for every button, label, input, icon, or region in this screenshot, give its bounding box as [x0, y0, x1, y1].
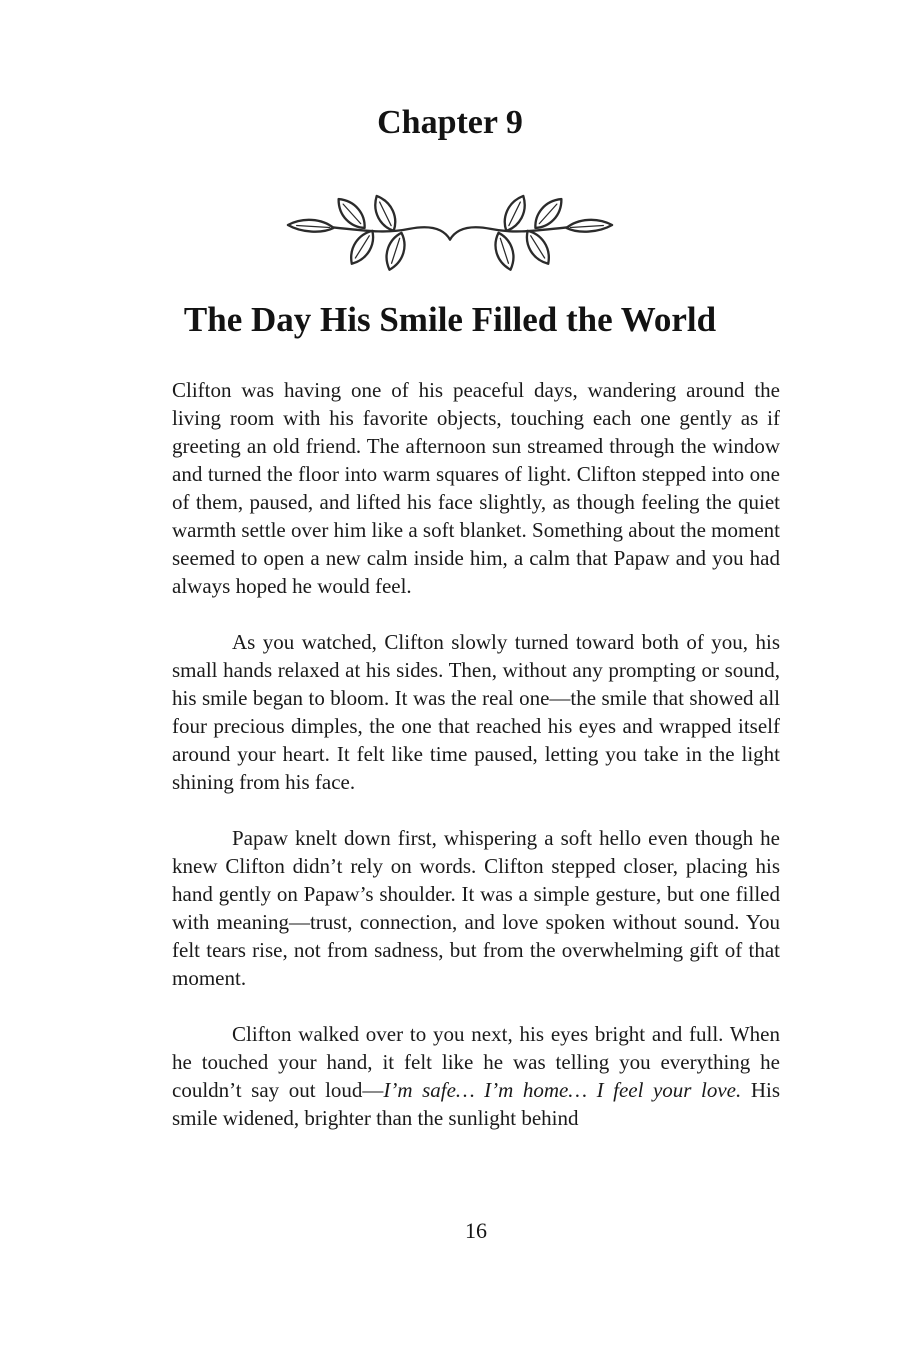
- chapter-heading: Chapter 9: [377, 104, 523, 141]
- paragraph-4-regular: Clifton walked over to you next, his eyes bright and full. When he touched your hand, it felt like he was telling you everything he couldn’t say out loud—: [172, 1022, 780, 1102]
- laurel-divider-ornament: [0, 176, 900, 276]
- paragraph-4: [172, 1020, 780, 1132]
- paragraph-1: Clifton was having one of his peaceful days, wandering around the living room with his favorite objects, touching each one gently as if greeting an old friend. The afternoon sun streamed through the window and turned the floor into warm squares of light. Clifton stepped into one of them, paused, and lifted his face slightly, as though feeling the quiet warmth settle over him like a soft blanket. Something about the moment seemed to open a new calm inside him, a calm that Papaw and you had always hoped he would feel.: [172, 378, 780, 598]
- paragraph-4-regular-tail: His smile widened, brighter than the sunlight behind: [172, 1078, 780, 1130]
- body-text: [172, 376, 780, 1132]
- laurel-branch-icon: [285, 176, 615, 276]
- paragraph-2: As you watched, Clifton slowly turned toward both of you, his small hands relaxed at his sides. Then, without any prompting or sound, his smile began to bloom. It was the real one—the smile that showed all four precious dimples, the one that reached his eyes and wrapped itself around your heart. It felt like time paused, letting you take in the light shining from his face.: [172, 630, 780, 794]
- paragraph-4-italic: I’m safe… I’m home… I feel your love.: [383, 1078, 742, 1102]
- paragraph-3: Papaw knelt down first, whispering a soft hello even though he knew Clifton didn’t rely on words. Clifton stepped closer, placing his hand gently on Papaw’s shoulder. It was a simple gesture, but one filled with meaning—trust, connection, and love spoken without sound. You felt tears rise, not from sadness, but from the overwhelming gift of that moment.: [172, 826, 780, 990]
- page-number: 16: [465, 1218, 487, 1243]
- chapter-title: The Day His Smile Filled the World: [183, 300, 717, 339]
